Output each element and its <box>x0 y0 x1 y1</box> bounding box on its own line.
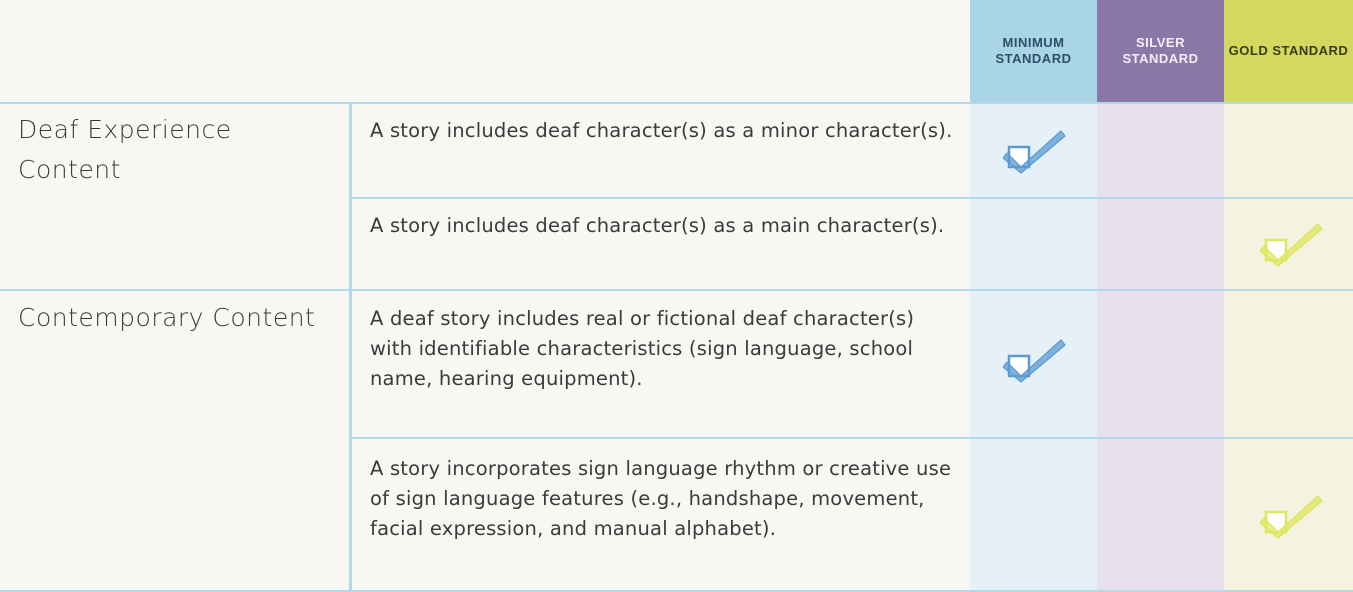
category-deaf-experience-content: Deaf Experience Content <box>18 115 232 184</box>
divider-vertical <box>349 102 352 592</box>
criterion-row-2: A story includes deaf character(s) as a main character(s). <box>370 214 945 237</box>
header-gold-standard: GOLD STANDARD <box>1224 0 1353 102</box>
header-minimum-standard: MINIMUM STANDARD <box>970 0 1097 102</box>
checkbox-check-icon <box>1003 336 1067 384</box>
category-contemporary-content: Contemporary Content <box>18 303 316 332</box>
divider-row-1 <box>352 197 1353 199</box>
checkbox-check-icon <box>1003 127 1067 175</box>
checkbox-check-icon <box>1260 492 1324 540</box>
criterion-row-3: A deaf story includes real or fictional deaf character(s) with identifiable characteristics (sign language, school name, hearing equipment). <box>370 307 915 390</box>
divider-category <box>0 289 1353 291</box>
criterion-row-4: A story incorporates sign language rhythm or creative use of sign language features (e.g., handshape, movement, facial expression, and manual alphabet). <box>370 457 952 540</box>
checkbox-check-icon <box>1260 220 1324 268</box>
criterion-row-1: A story includes deaf character(s) as a minor character(s). <box>370 119 953 142</box>
divider-row-3 <box>352 437 1353 439</box>
silver-column <box>1097 102 1224 592</box>
divider-top <box>0 102 1353 104</box>
header-silver-standard: SILVER STANDARD <box>1097 0 1224 102</box>
